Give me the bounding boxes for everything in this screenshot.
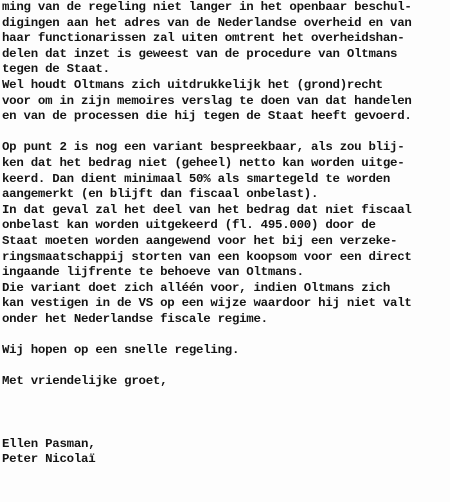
text-line: Wel houdt Oltmans zich uitdrukkelijk het (grond)recht <box>2 77 383 92</box>
paragraph-vestigen <box>2 281 448 328</box>
text-line: keerd. Dan dient minimaal 50% als smartegeld te worden <box>2 171 391 186</box>
text-line: ingaande lijfrente te behoeve van Oltmans. <box>2 265 304 280</box>
text-line: voor om in zijn memoires verslag te doen van dat handelen <box>2 93 412 108</box>
signature-space <box>2 390 448 437</box>
text-line: ken dat het bedrag niet (geheel) netto kan worden uitge- <box>2 155 405 170</box>
text-line: Op punt 2 is nog een variant bespreekbaar, als zou blij- <box>2 140 405 155</box>
text-line: kan vestigen in de VS op een wijze waardoor hij niet valt <box>2 296 412 311</box>
paragraph-memoires <box>2 78 448 125</box>
salutation: Met vriendelijke groet, <box>2 374 168 389</box>
paragraph-spacer <box>2 125 448 141</box>
text-line: Die variant doet zich alléén voor, indien Oltmans zich <box>2 280 391 295</box>
signatory-name: Peter Nicolaï <box>2 452 96 467</box>
text-line: Staat moeten worden aangewend voor het bij een verzeke- <box>2 233 398 248</box>
paragraph-spacer <box>2 327 448 343</box>
signatories <box>2 437 448 468</box>
text-line: tegen de Staat. <box>2 62 110 77</box>
paragraph-variant <box>2 140 448 202</box>
closing-hope: Wij hopen op een snelle regeling. <box>2 343 240 358</box>
text-line: en van de processen die hij tegen de Staat heeft gevoerd. <box>2 109 412 124</box>
text-line: digingen aan het adres van de Nederlandse overheid en van <box>2 15 412 30</box>
signatory-name: Ellen Pasman, <box>2 436 96 451</box>
text-line: ringsmaatschappij storten van een koopsom voor een direct <box>2 249 412 264</box>
text-line: ming van de regeling niet langer in het openbaar beschul- <box>2 0 412 14</box>
text-line: onder het Nederlandse fiscale regime. <box>2 311 268 326</box>
text-line: In dat geval zal het deel van het bedrag dat niet fiscaal <box>2 202 412 217</box>
letter-body <box>2 0 448 468</box>
text-line: haar functionarissen zal uiten omtrent het overheidshan- <box>2 31 405 46</box>
text-line: delen dat inzet is geweest van de procedure van Oltmans <box>2 46 398 61</box>
text-line: onbelast kan worden uitgekeerd (fl. 495.000) door de <box>2 218 376 233</box>
paragraph-regeling <box>2 0 448 78</box>
text-line: aangemerkt (en blijft dan fiscaal onbelast). <box>2 187 319 202</box>
paragraph-spacer <box>2 359 448 375</box>
paragraph-lijfrente <box>2 203 448 281</box>
